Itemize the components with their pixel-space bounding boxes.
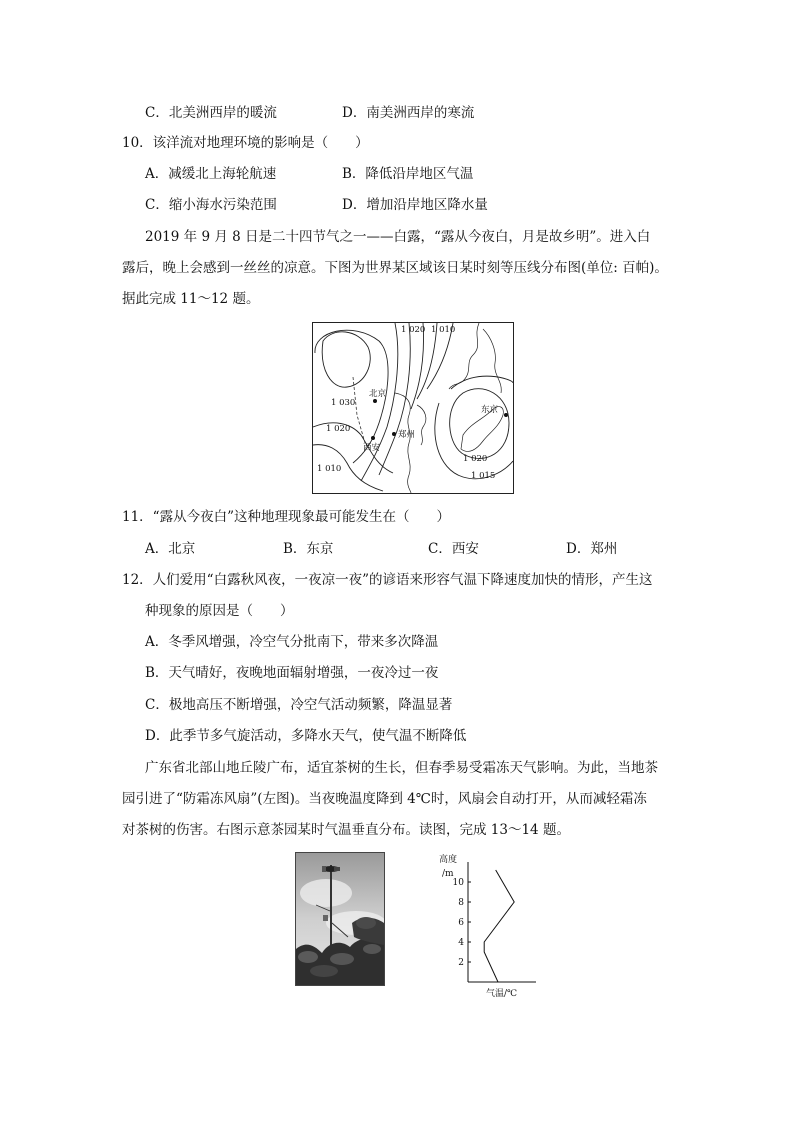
- y-tick-label: 10: [452, 878, 464, 888]
- label-1020-left: 1 020: [326, 424, 351, 434]
- label-1020-top: 1 020: [401, 325, 426, 335]
- q12-option-c: C．极地高压不断增强，冷空气活动频繁，降温显著: [145, 697, 453, 713]
- passage2-line3: 对茶树的伤害。右图示意茶园某时气温垂直分布。读图，完成 13～14 题。: [122, 822, 570, 838]
- q10-option-a: A．减缓北上海轮航速: [145, 166, 277, 182]
- label-1010-left: 1 010: [317, 464, 342, 474]
- passage2-line1: 广东省北部山地丘陵广布，适宜茶树的生长，但春季易受霜冻天气影响。为此，当地茶: [145, 760, 658, 776]
- passage1-line1: 2019 年 9 月 8 日是二十四节气之一——白露，“露从今夜白，月是故乡明”。进入白: [145, 229, 651, 245]
- label-1010-top: 1 010: [431, 325, 456, 335]
- q11-option-a: A．北京: [145, 541, 196, 557]
- city-beijing: 北京: [369, 389, 387, 399]
- y-tick-label: 6: [458, 918, 464, 928]
- q12-option-d: D．此季节多气旋活动，多降水天气，使气温不断降低: [145, 728, 467, 744]
- y-tick-label: 4: [458, 938, 464, 948]
- passage1-line2: 露后，晚上会感到一丝丝的凉意。下图为世界某区域该日某时刻等压线分布图(单位: 百帕)。: [122, 260, 668, 276]
- q10-stem: 10．该洋流对地理环境的影响是（ ）: [122, 135, 369, 151]
- label-1020-bottom: 1 020: [463, 454, 488, 464]
- label-1015: 1 015: [471, 471, 496, 481]
- q11-stem: 11．“露从今夜白”这种地理现象最可能发生在（ ）: [122, 509, 450, 525]
- y-tick-label: 2: [458, 958, 464, 968]
- q12-option-a: A．冬季风增强，冷空气分批南下，带来多次降温: [145, 634, 439, 650]
- q9-option-d: D．南美洲西岸的寒流: [342, 105, 475, 121]
- q10-option-c: C．缩小海水污染范围: [145, 197, 277, 213]
- q12-stem-line2: 种现象的原因是（ ）: [145, 603, 294, 619]
- q9-option-c: C．北美洲西岸的暖流: [145, 105, 277, 121]
- q11-option-c: C．西安: [428, 541, 479, 557]
- q12-stem-line1: 12．人们爱用“白露秋风夜，一夜凉一夜”的谚语来形容气温下降速度加快的情形，产生这: [122, 572, 653, 588]
- temp-profile-chart: [430, 850, 540, 1000]
- label-1030: 1 030: [331, 398, 356, 408]
- y-axis-label-line1: 高度: [439, 855, 458, 865]
- frost-fan-photo: [295, 852, 385, 986]
- passage1-line3: 据此完成 11～12 题。: [122, 291, 260, 307]
- city-dongjing: 东京: [481, 405, 499, 415]
- passage2-line2: 园引进了“防霜冻风扇”(左图)。当夜晚温度降到 4℃时，风扇会自动打开，从而减轻霜冻: [122, 791, 647, 807]
- x-axis-label: 气温/℃: [486, 989, 518, 999]
- q11-option-d: D．郑州: [566, 541, 618, 557]
- isobar-map: [312, 322, 514, 494]
- q12-option-b: B．天气晴好，夜晚地面辐射增强，一夜冷过一夜: [145, 665, 439, 681]
- temp-profile-svg: [430, 850, 540, 1000]
- city-zhengzhou: 郑州: [398, 430, 416, 440]
- y-tick-label: 8: [458, 898, 464, 908]
- temperature-profile-line: [484, 870, 514, 982]
- y-axis-label-line2: /m: [442, 869, 454, 879]
- q11-option-b: B．东京: [283, 541, 334, 557]
- q10-option-b: B．降低沿岸地区气温: [342, 166, 474, 182]
- q10-option-d: D．增加沿岸地区降水量: [342, 197, 488, 213]
- city-xian: 西安: [363, 443, 381, 453]
